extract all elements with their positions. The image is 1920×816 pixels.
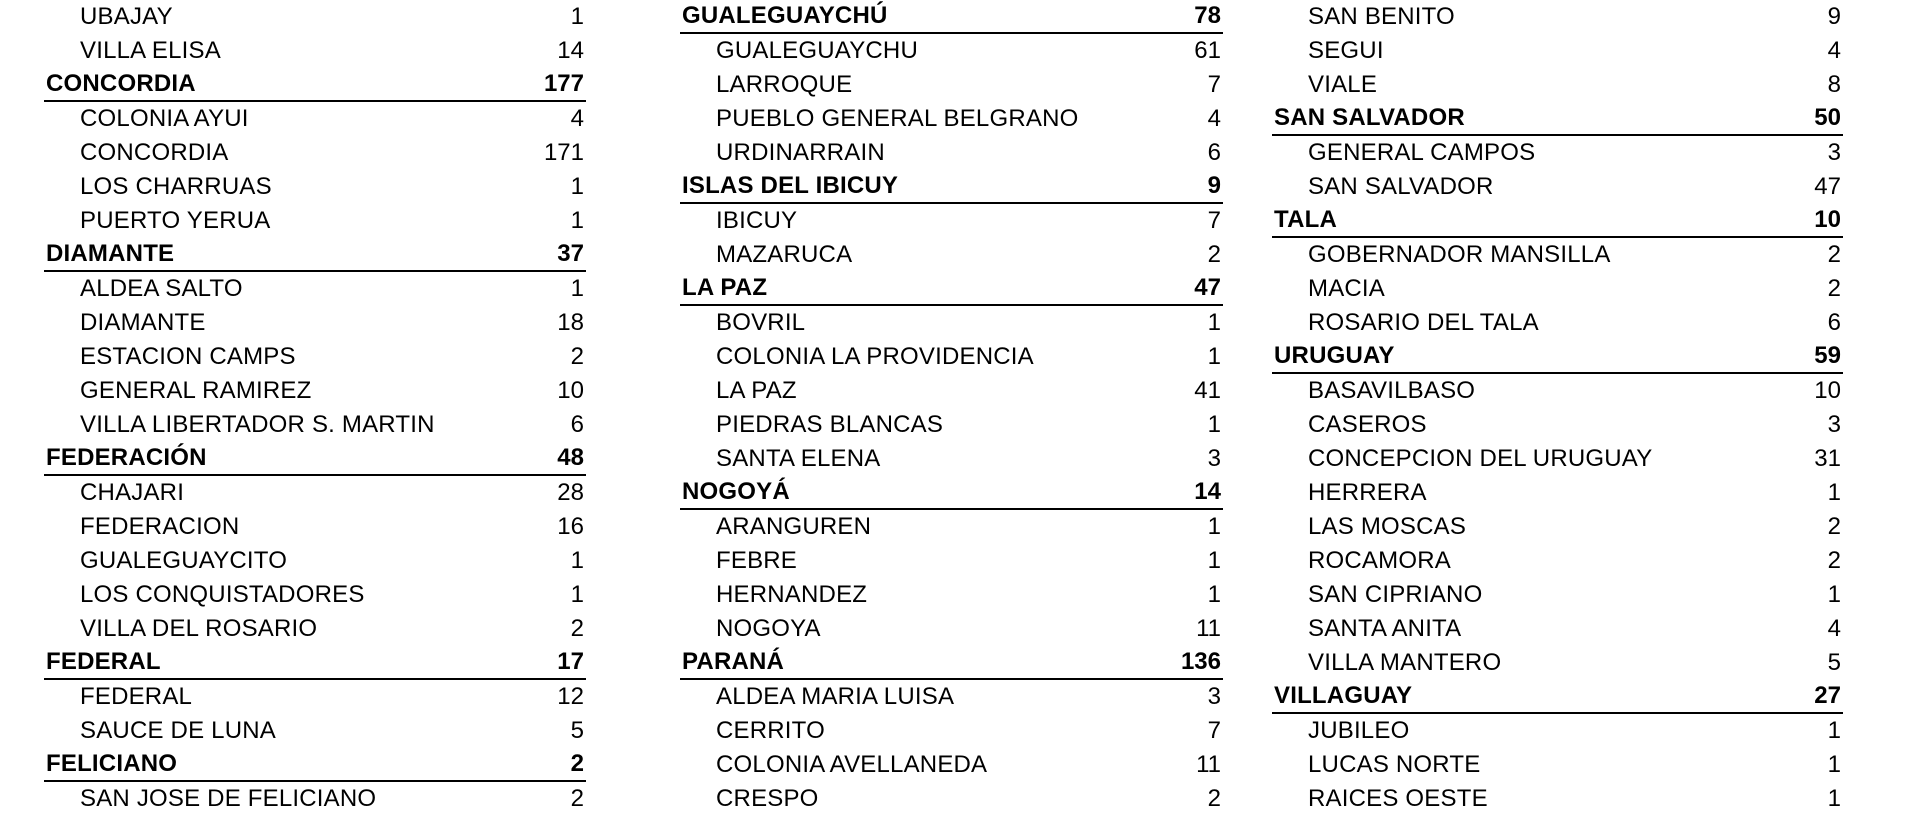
locality-row [44,544,586,578]
locality-name: ROSARIO DEL TALA [1308,309,1539,336]
locality-row [680,204,1223,238]
locality-row [44,306,586,340]
locality-row [1272,748,1843,782]
locality-count: 41 [1194,377,1221,404]
table-column-1 [44,0,586,816]
locality-name: RAICES OESTE [1308,785,1488,812]
department-total: 59 [1814,342,1841,369]
locality-row [44,476,586,510]
locality-count: 1 [570,3,584,30]
locality-row [1272,272,1843,306]
locality-count: 7 [1207,717,1221,744]
locality-name: LOS CHARRUAS [80,173,272,200]
locality-row [44,170,586,204]
department-row [680,646,1223,680]
locality-row [44,272,586,306]
locality-count: 1 [1207,513,1221,540]
locality-count: 2 [570,343,584,370]
locality-name: VIALE [1308,71,1378,98]
locality-row [44,34,586,68]
locality-name: ROCAMORA [1308,547,1451,574]
locality-count: 28 [557,479,584,506]
locality-row [680,34,1223,68]
department-total: 14 [1194,478,1221,505]
locality-row [44,680,586,714]
locality-name: ARANGUREN [716,513,872,540]
locality-name: NOGOYA [716,615,821,642]
locality-name: LAS MOSCAS [1308,513,1467,540]
department-name: NOGOYÁ [682,478,790,505]
locality-row [44,374,586,408]
locality-name: SANTA ANITA [1308,615,1462,642]
department-name: FEDERACIÓN [46,444,207,471]
locality-count: 1 [1827,717,1841,744]
locality-count: 2 [1207,785,1221,812]
locality-count: 2 [1827,241,1841,268]
locality-name: SEGUI [1308,37,1384,64]
locality-name: CHAJARI [80,479,185,506]
locality-row [44,578,586,612]
locality-name: VILLA MANTERO [1308,649,1502,676]
locality-name: VILLA DEL ROSARIO [80,615,318,642]
locality-row [1272,170,1843,204]
locality-name: COLONIA AYUI [80,105,249,132]
locality-count: 3 [1207,683,1221,710]
department-name: GUALEGUAYCHÚ [682,2,888,29]
locality-count: 9 [1827,3,1841,30]
locality-row [680,612,1223,646]
locality-name: MAZARUCA [716,241,853,268]
department-total: 177 [543,70,584,97]
locality-name: JUBILEO [1308,717,1410,744]
locality-row [1272,306,1843,340]
locality-row [680,408,1223,442]
locality-count: 1 [1207,343,1221,370]
department-name: FELICIANO [46,750,178,777]
locality-row [680,238,1223,272]
locality-row [44,102,586,136]
locality-count: 47 [1814,173,1841,200]
department-name: URUGUAY [1274,342,1395,369]
locality-count: 11 [1196,751,1221,778]
locality-row [44,340,586,374]
department-total: 17 [557,648,584,675]
department-total: 10 [1814,206,1841,233]
locality-count: 6 [1207,139,1221,166]
department-name: CONCORDIA [46,70,196,97]
locality-row [1272,238,1843,272]
locality-name: DIAMANTE [80,309,206,336]
locality-count: 2 [1827,547,1841,574]
locality-name: LUCAS NORTE [1308,751,1481,778]
locality-count: 1 [1827,581,1841,608]
locality-row [1272,442,1843,476]
locality-count: 4 [1827,615,1841,642]
locality-row [44,510,586,544]
locality-count: 2 [1827,275,1841,302]
locality-row [680,442,1223,476]
locality-name: BOVRIL [716,309,806,336]
locality-row [680,68,1223,102]
department-row [44,748,586,782]
locality-name: SAN BENITO [1308,3,1455,30]
locality-name: CASEROS [1308,411,1427,438]
department-total: 50 [1814,104,1841,131]
locality-row [44,612,586,646]
locality-row [44,136,586,170]
locality-count: 1 [1827,785,1841,812]
locality-count: 1 [570,547,584,574]
locality-row [680,680,1223,714]
locality-row [680,136,1223,170]
locality-count: 18 [557,309,584,336]
department-row [44,238,586,272]
locality-name: PIEDRAS BLANCAS [716,411,944,438]
locality-count: 6 [570,411,584,438]
locality-row [680,306,1223,340]
department-row [680,476,1223,510]
locality-name: COLONIA LA PROVIDENCIA [716,343,1034,370]
department-row [680,170,1223,204]
department-name: VILLAGUAY [1274,682,1413,709]
locality-count: 6 [1827,309,1841,336]
locality-name: HERRERA [1308,479,1427,506]
locality-row [1272,34,1843,68]
locality-count: 1 [1207,581,1221,608]
locality-name: GENERAL CAMPOS [1308,139,1536,166]
locality-name: IBICUY [716,207,798,234]
department-name: DIAMANTE [46,240,175,267]
department-row [44,68,586,102]
locality-count: 1 [1207,309,1221,336]
locality-row [1272,578,1843,612]
locality-name: ALDEA SALTO [80,275,243,302]
department-row [680,0,1223,34]
locality-name: VILLA LIBERTADOR S. MARTIN [80,411,435,438]
locality-count: 2 [570,785,584,812]
locality-name: CERRITO [716,717,825,744]
department-total: 9 [1207,172,1221,199]
locality-row [680,782,1223,816]
locality-count: 5 [570,717,584,744]
locality-count: 1 [1827,479,1841,506]
locality-count: 16 [557,513,584,540]
department-total: 37 [557,240,584,267]
locality-count: 7 [1207,207,1221,234]
locality-row [680,714,1223,748]
locality-name: ALDEA MARIA LUISA [716,683,955,710]
locality-count: 1 [570,275,584,302]
department-total: 78 [1194,2,1221,29]
department-total: 136 [1180,648,1221,675]
locality-row [44,408,586,442]
locality-count: 1 [570,581,584,608]
locality-name: SAN JOSE DE FELICIANO [80,785,377,812]
locality-row [44,0,586,34]
locality-row [1272,374,1843,408]
locality-row [1272,68,1843,102]
locality-row [1272,136,1843,170]
locality-count: 11 [1196,615,1221,642]
locality-name: GOBERNADOR MANSILLA [1308,241,1611,268]
locality-name: CONCORDIA [80,139,229,166]
locality-name: LA PAZ [716,377,797,404]
locality-row [680,748,1223,782]
locality-name: GUALEGUAYCITO [80,547,288,574]
department-name: TALA [1274,206,1338,233]
department-total: 48 [557,444,584,471]
department-row [44,442,586,476]
department-name: SAN SALVADOR [1274,104,1465,131]
locality-name: SAN SALVADOR [1308,173,1494,200]
locality-count: 3 [1207,445,1221,472]
locality-name: HERNANDEZ [716,581,868,608]
department-row [1272,340,1843,374]
locality-count: 4 [1207,105,1221,132]
locality-count: 1 [1207,547,1221,574]
department-total: 2 [570,750,584,777]
locality-row [680,510,1223,544]
locality-name: ESTACION CAMPS [80,343,296,370]
locality-name: CRESPO [716,785,819,812]
locality-row [44,782,586,816]
locality-count: 12 [557,683,584,710]
locality-name: FEBRE [716,547,798,574]
locality-count: 2 [1207,241,1221,268]
locality-row [1272,0,1843,34]
department-total: 27 [1814,682,1841,709]
locality-row [1272,782,1843,816]
locality-name: LARROQUE [716,71,853,98]
locality-row [1272,612,1843,646]
department-row [680,272,1223,306]
locality-name: MACIA [1308,275,1386,302]
locality-count: 14 [557,37,584,64]
locality-row [1272,476,1843,510]
locality-count: 31 [1814,445,1841,472]
locality-row [1272,544,1843,578]
locality-count: 1 [570,173,584,200]
locality-name: URDINARRAIN [716,139,885,166]
locality-count: 3 [1827,139,1841,166]
locality-count: 10 [1814,377,1841,404]
locality-count: 61 [1194,37,1221,64]
locality-row [680,374,1223,408]
locality-name: SANTA ELENA [716,445,881,472]
locality-count: 2 [1827,513,1841,540]
locality-count: 1 [1827,751,1841,778]
locality-count: 10 [557,377,584,404]
locality-name: CONCEPCION DEL URUGUAY [1308,445,1653,472]
locality-name: SAN CIPRIANO [1308,581,1483,608]
table-column-2 [680,0,1223,816]
locality-row [1272,408,1843,442]
locality-count: 5 [1827,649,1841,676]
locality-name: PUEBLO GENERAL BELGRANO [716,105,1079,132]
locality-name: SAUCE DE LUNA [80,717,276,744]
locality-count: 7 [1207,71,1221,98]
locality-row [44,714,586,748]
locality-row [680,340,1223,374]
department-row [1272,680,1843,714]
locality-name: GENERAL RAMIREZ [80,377,312,404]
locality-name: FEDERACION [80,513,240,540]
locality-row [680,102,1223,136]
locality-count: 1 [1207,411,1221,438]
locality-name: VILLA ELISA [80,37,221,64]
department-name: PARANÁ [682,648,785,675]
locality-name: GUALEGUAYCHU [716,37,918,64]
department-row [1272,204,1843,238]
locality-row [1272,714,1843,748]
locality-name: LOS CONQUISTADORES [80,581,365,608]
locality-row [1272,646,1843,680]
department-name: LA PAZ [682,274,768,301]
department-row [44,646,586,680]
locality-count: 171 [543,139,584,166]
locality-row [680,544,1223,578]
locality-name: PUERTO YERUA [80,207,271,234]
locality-row [680,578,1223,612]
locality-count: 8 [1827,71,1841,98]
locality-count: 4 [1827,37,1841,64]
locality-count: 2 [570,615,584,642]
locality-name: FEDERAL [80,683,193,710]
locality-row [44,204,586,238]
department-row [1272,102,1843,136]
locality-name: COLONIA AVELLANEDA [716,751,988,778]
department-name: FEDERAL [46,648,161,675]
locality-row [1272,510,1843,544]
table-column-3 [1272,0,1843,816]
department-name: ISLAS DEL IBICUY [682,172,899,199]
locality-name: BASAVILBASO [1308,377,1476,404]
locality-count: 3 [1827,411,1841,438]
department-total: 47 [1194,274,1221,301]
locality-count: 4 [570,105,584,132]
locality-name: UBAJAY [80,3,173,30]
locality-count: 1 [570,207,584,234]
